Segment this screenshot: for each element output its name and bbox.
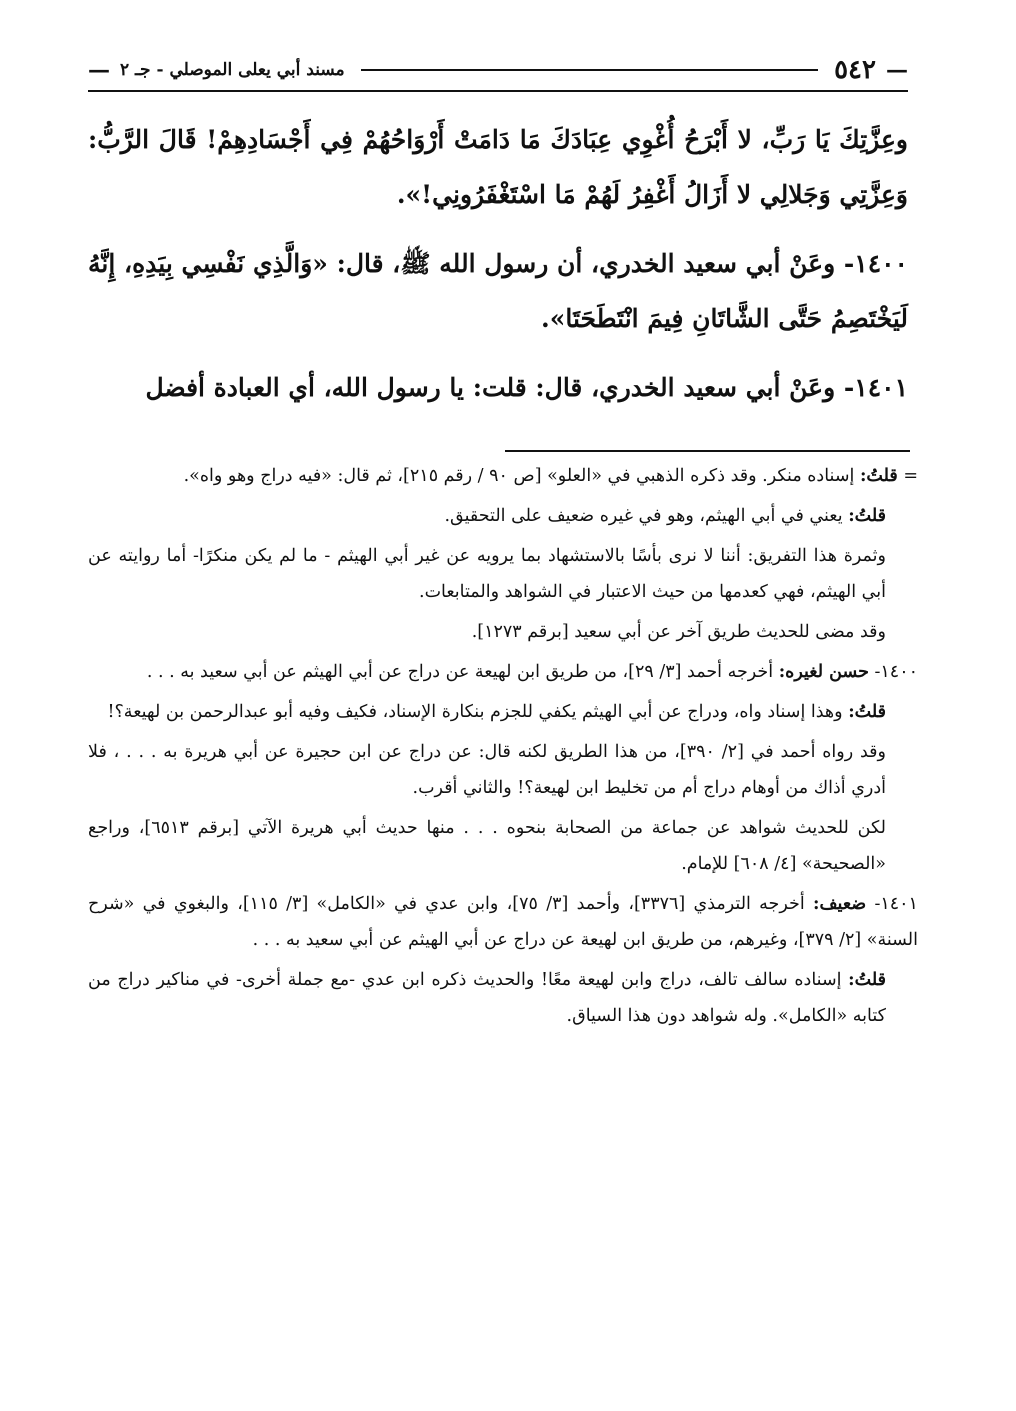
footnote-keyword: قلتُ: [859, 466, 898, 486]
footnote-keyword: قلتُ: [848, 702, 886, 722]
footnote-text: وهذا إسناد واه، ودراج عن أبي الهيثم يكفي للجزم بنكارة الإسناد، فكيف وفيه أبو عبدالرحمن بن لهيعة؟! [107, 702, 843, 722]
footnote-paragraph: وقد مضى للحديث طريق آخر عن أبي سعيد [برقم ١٢٧٣]. [471, 622, 886, 642]
hadith-number: ١٤٠٠- [843, 249, 908, 278]
header-dash-end: — [88, 57, 110, 83]
footnote-grade: حسن لغيره: [778, 662, 869, 682]
footnote-grade: ضعيف: [812, 894, 867, 914]
continuation-mark: = [903, 466, 918, 486]
footnote-continuation [88, 458, 918, 494]
footnote-keyword: قلتُ: [848, 506, 886, 526]
page-number: ٥٤٢ [834, 55, 876, 85]
hadith-1401 [88, 360, 908, 415]
footnote-number: ١٤٠٠- [874, 662, 918, 682]
footnote-1400 [88, 654, 918, 690]
footnote-number: ١٤٠١- [874, 894, 918, 914]
footnote-keyword: قلتُ: [848, 970, 886, 990]
footnote-paragraph: لكن للحديث شواهد عن جماعة من الصحابة بنحوه . . . منها حديث أبي هريرة الآتي [برقم ٦٥١٣]، وراجع «الصحيحة» [٤/ ٦٠٨] للإمام. [88, 818, 886, 874]
footnote-1401 [88, 886, 918, 958]
footnote-paragraph [88, 498, 918, 534]
hadith-number: ١٤٠١- [843, 373, 908, 402]
footnote-text: يعني في أبي الهيثم، وهو في غيره ضعيف على التحقيق. [444, 506, 843, 526]
footnote-text: إسناده منكر. وقد ذكره الذهبي في «العلو» [ص ٩٠ / رقم ٢١٥]، ثم قال: «فيه دراج وهو واه». [183, 466, 855, 486]
footnote-paragraph [88, 962, 918, 1034]
footnote-text: أخرجه الترمذي [٣٣٧٦]، وأحمد [٣/ ٧٥]، وابن عدي في «الكامل» [٣/ ١١٥]، والبغوي في «شرح السنة» [٢/ ٣٧٩]، وغيرهم، من طريق ابن لهيعة عن دراج عن أبي الهيثم عن أبي سعيد به . . . [88, 894, 918, 950]
header-dash: — [886, 57, 908, 83]
hadith-text: وعَنْ أبي سعيد الخدري، أن رسول الله ﷺ، قال: «وَالَّذِي نَفْسِي بِيَدِهِ، إِنَّهُ لَيَخْتَصِمُ حَتَّى الشَّاتَانِ فِيمَ انْتَطَحَتَا». [88, 249, 908, 333]
book-title: مسند أبي يعلى الموصلي - جـ ٢ [120, 60, 345, 80]
footnote-separator [505, 450, 910, 452]
footnote-paragraph [88, 694, 918, 730]
main-paragraph: وعِزَّتِكَ يَا رَبِّ، لا أَبْرَحُ أُغْوِي عِبَادَكَ مَا دَامَتْ أَرْوَاحُهُمْ فِي أَجْسَادِهِمْ! قَالَ الرَّبُّ: وَعِزَّتِي وَجَلالِي لا أَزَالُ أَغْفِرُ لَهُمْ مَا اسْتَغْفَرُونِي!». [88, 125, 908, 209]
running-header [88, 50, 908, 90]
header-rule [361, 69, 818, 71]
footnotes [88, 458, 918, 1038]
footnote-paragraph: وثمرة هذا التفريق: أننا لا نرى بأسًا بالاستشهاد بما يرويه عن غير أبي الهيثم - ما لم يكن منكرًا- أما روايته عن أبي الهيثم، فهي كعدمها من حيث الاعتبار في الشواهد والمتابعات. [88, 546, 886, 602]
hadith-1400 [88, 236, 908, 346]
footnote-text: إسناده سالف تالف، دراج وابن لهيعة معًا! والحديث ذكره ابن عدي -مع جملة أخرى- في مناكير دراج من كتابه «الكامل». وله شواهد دون هذا السياق. [88, 970, 886, 1026]
hadith-text: وعَنْ أبي سعيد الخدري، قال: قلت: يا رسول الله، أي العبادة أفضل [145, 373, 836, 402]
footnote-text: أخرجه أحمد [٣/ ٢٩]، من طريق ابن لهيعة عن دراج عن أبي الهيثم عن أبي سعيد به . . . [146, 662, 774, 682]
main-text [88, 112, 908, 429]
footnote-paragraph: وقد رواه أحمد في [٢/ ٣٩٠]، من هذا الطريق لكنه قال: عن دراج عن ابن حجيرة عن أبي هريرة به . . . ، فلا أدري أذاك من أوهام دراج أم من تخليط ابن لهيعة؟! والثاني أقرب. [88, 742, 886, 798]
header-underline [88, 90, 908, 92]
